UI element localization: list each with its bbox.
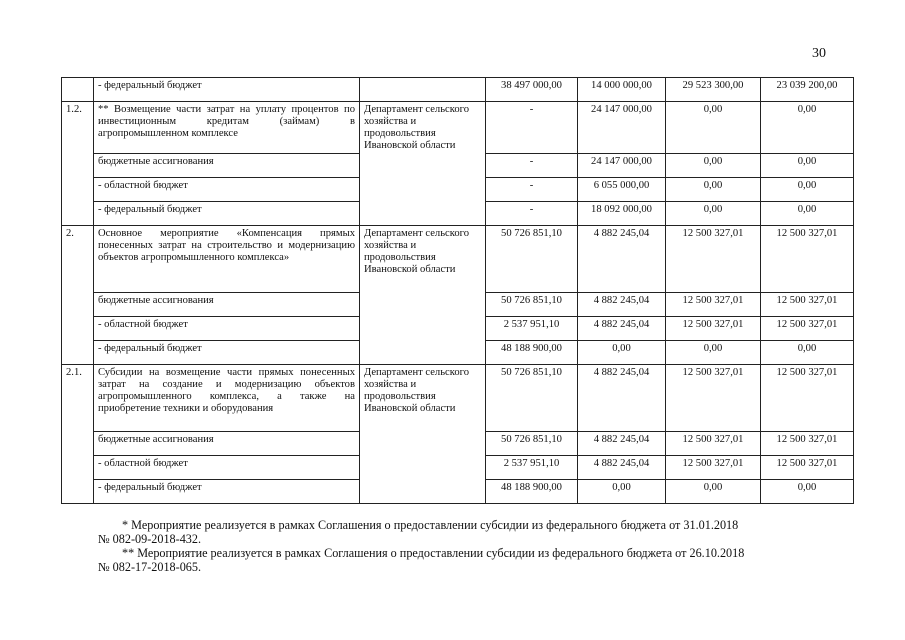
value-cell: 12 500 327,01 <box>761 365 854 432</box>
value-cell: 0,00 <box>761 202 854 226</box>
row-number-cell <box>62 78 94 102</box>
value-cell: 50 726 851,10 <box>486 293 578 317</box>
budget-line-label: - федеральный бюджет <box>94 341 360 365</box>
budget-line-label: бюджетные ассигнования <box>94 293 360 317</box>
value-cell: 12 500 327,01 <box>761 317 854 341</box>
value-cell: 4 882 245,04 <box>578 365 666 432</box>
value-cell: 0,00 <box>761 178 854 202</box>
value-cell: - <box>486 154 578 178</box>
value-cell: 0,00 <box>666 480 761 504</box>
value-cell: 2 537 951,10 <box>486 456 578 480</box>
page-number: 30 <box>812 46 826 61</box>
budget-table <box>61 77 854 504</box>
footnotes <box>98 518 840 574</box>
value-cell: 12 500 327,01 <box>761 432 854 456</box>
value-cell: 12 500 327,01 <box>761 293 854 317</box>
value-cell: 12 500 327,01 <box>666 226 761 293</box>
budget-line-label: - областной бюджет <box>94 178 360 202</box>
value-cell: 12 500 327,01 <box>761 226 854 293</box>
value-cell: 4 882 245,04 <box>578 293 666 317</box>
value-cell: 50 726 851,10 <box>486 432 578 456</box>
value-cell: 4 882 245,04 <box>578 317 666 341</box>
value-cell: 29 523 300,00 <box>666 78 761 102</box>
table-row <box>62 102 854 154</box>
department-cell: Департамент сельского хозяйства и продовольствия Ивановской области <box>360 365 486 504</box>
value-cell: 0,00 <box>666 341 761 365</box>
budget-line-label: - областной бюджет <box>94 456 360 480</box>
value-cell: 18 092 000,00 <box>578 202 666 226</box>
department-cell <box>360 78 486 102</box>
value-cell: 0,00 <box>761 480 854 504</box>
value-cell: 12 500 327,01 <box>761 456 854 480</box>
department-cell: Департамент сельского хозяйства и продовольствия Ивановской области <box>360 226 486 365</box>
value-cell: 12 500 327,01 <box>666 293 761 317</box>
value-cell: 2 537 951,10 <box>486 317 578 341</box>
value-cell: 4 882 245,04 <box>578 456 666 480</box>
value-cell: 4 882 245,04 <box>578 226 666 293</box>
footnote-1-continuation: № 082-09-2018-432. <box>98 532 202 546</box>
value-cell: 12 500 327,01 <box>666 456 761 480</box>
value-cell: 50 726 851,10 <box>486 365 578 432</box>
value-cell: 0,00 <box>761 102 854 154</box>
footnote-2: ** Мероприятие реализуется в рамках Соглашения о предоставлении субсидии из федерального бюджета от 26.10.2018 <box>122 546 745 560</box>
table-row <box>62 78 854 102</box>
value-cell: 38 497 000,00 <box>486 78 578 102</box>
value-cell: 0,00 <box>761 154 854 178</box>
footnote-1: * Мероприятие реализуется в рамках Соглашения о предоставлении субсидии из федерального бюджета от 31.01.2018 <box>122 518 739 532</box>
value-cell: - <box>486 178 578 202</box>
value-cell: 12 500 327,01 <box>666 317 761 341</box>
value-cell: 24 147 000,00 <box>578 154 666 178</box>
budget-line-label: бюджетные ассигнования <box>94 432 360 456</box>
value-cell: 12 500 327,01 <box>666 365 761 432</box>
footnote-2-continuation: № 082-17-2018-065. <box>98 560 202 574</box>
value-cell: 6 055 000,00 <box>578 178 666 202</box>
budget-line-label: - областной бюджет <box>94 317 360 341</box>
value-cell: - <box>486 202 578 226</box>
value-cell: 0,00 <box>666 202 761 226</box>
value-cell: 0,00 <box>578 341 666 365</box>
budget-line-label: бюджетные ассигнования <box>94 154 360 178</box>
department-cell: Департамент сельского хозяйства и продовольствия Ивановской области <box>360 102 486 226</box>
value-cell: 0,00 <box>578 480 666 504</box>
value-cell: 0,00 <box>666 154 761 178</box>
value-cell: - <box>486 102 578 154</box>
value-cell: 0,00 <box>761 341 854 365</box>
budget-line-label: - федеральный бюджет <box>94 78 360 102</box>
table-row <box>62 226 854 293</box>
row-number: 2.1. <box>62 365 94 504</box>
value-cell: 14 000 000,00 <box>578 78 666 102</box>
value-cell: 23 039 200,00 <box>761 78 854 102</box>
value-cell: 0,00 <box>666 178 761 202</box>
value-cell: 0,00 <box>666 102 761 154</box>
measure-title: Основное мероприятие «Компенсация прямых понесенных затрат на строительство и модернизацию объектов агропромышленного комплекса» <box>94 226 360 293</box>
table-row <box>62 365 854 432</box>
measure-title: ** Возмещение части затрат на уплату процентов по инвестиционным кредитам (займам) в агропромышленном комплексе <box>94 102 360 154</box>
value-cell: 48 188 900,00 <box>486 341 578 365</box>
value-cell: 48 188 900,00 <box>486 480 578 504</box>
measure-title: Субсидии на возмещение части прямых понесенных затрат на создание и модернизацию объектов агропромышленного комплекса, а также на приобретение техники и оборудования <box>94 365 360 432</box>
value-cell: 50 726 851,10 <box>486 226 578 293</box>
budget-line-label: - федеральный бюджет <box>94 202 360 226</box>
value-cell: 24 147 000,00 <box>578 102 666 154</box>
value-cell: 12 500 327,01 <box>666 432 761 456</box>
value-cell: 4 882 245,04 <box>578 432 666 456</box>
budget-line-label: - федеральный бюджет <box>94 480 360 504</box>
row-number: 2. <box>62 226 94 365</box>
row-number: 1.2. <box>62 102 94 226</box>
